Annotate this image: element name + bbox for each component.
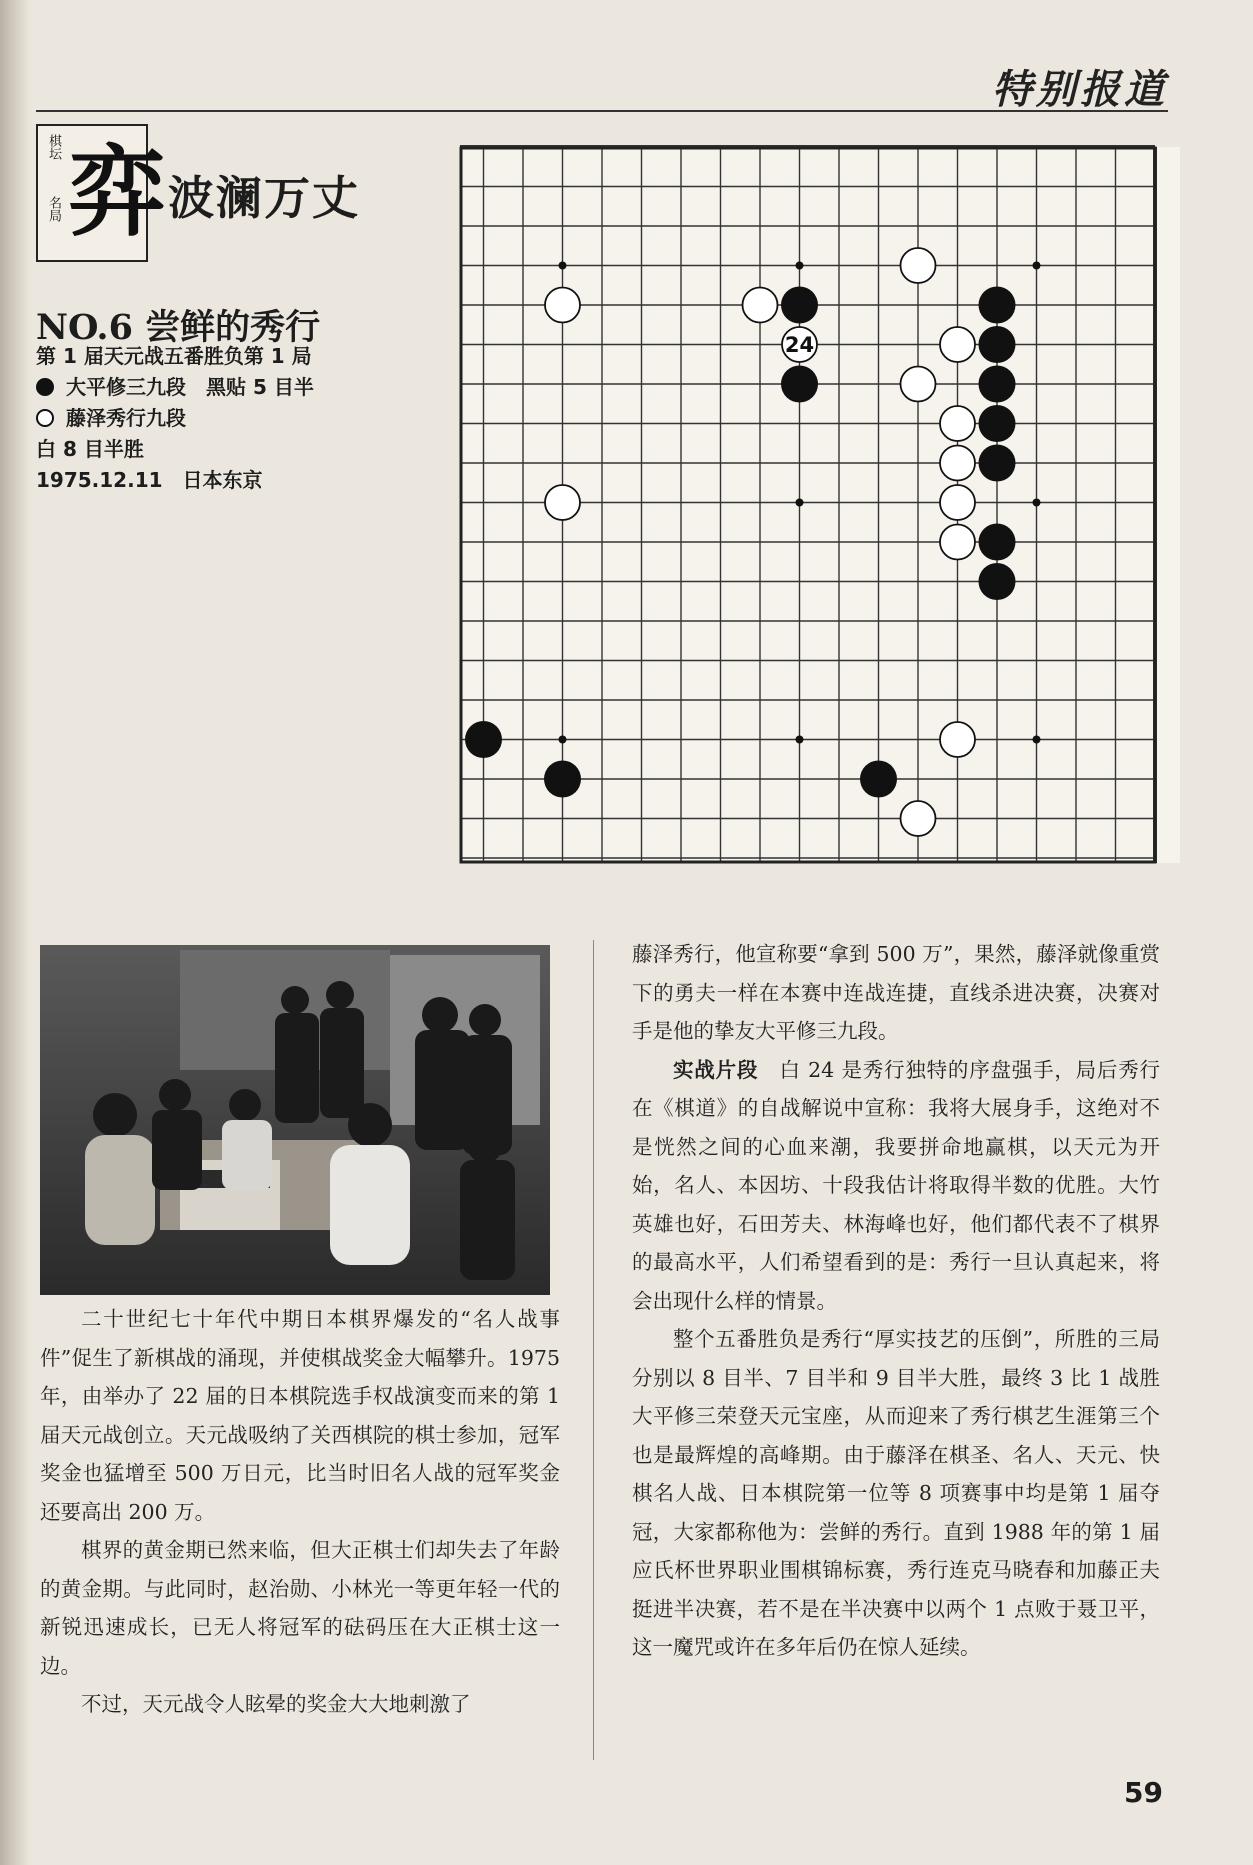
black-stone [979, 405, 1016, 442]
white-stone [940, 327, 975, 362]
subheading-lead: 实战片段 [673, 1057, 759, 1082]
game-event: 第 1 届天元战五番胜负第 1 局 [36, 344, 312, 368]
black-stone [781, 366, 818, 403]
move-number-label: 24 [784, 333, 815, 357]
game-date-place: 1975.12.11 日本东京 [36, 468, 263, 492]
column-title: 波澜万丈 [168, 171, 360, 225]
star-point [796, 499, 804, 507]
page-number: 59 [1124, 1776, 1163, 1809]
white-stone [940, 446, 975, 481]
black-stone [979, 326, 1016, 363]
logo-side-text-2: 名局 [46, 196, 61, 222]
star-point [1033, 736, 1041, 744]
article-left-column [40, 1300, 560, 1724]
page-spine-shadow [0, 0, 30, 1865]
white-stone [545, 288, 580, 323]
star-point [796, 736, 804, 744]
article-right-column [632, 935, 1160, 1667]
white-player [36, 402, 186, 431]
black-stone [979, 524, 1016, 561]
black-stone [979, 445, 1016, 482]
star-point [796, 262, 804, 270]
white-player-text: 藤泽秀行九段 [66, 406, 186, 430]
game-title: NO.6 尝鲜的秀行 [36, 307, 321, 348]
star-point [559, 262, 567, 270]
black-stone-icon [36, 378, 54, 396]
paragraph: 整个五番胜负是秀行“厚实技艺的压倒”，所胜的三局分别以 8 目半、7 目半和 9 目半大胜，最终 3 比 1 战胜大平修三荣登天元宝座，从而迎来了秀行棋艺生涯第三个也是最辉煌的高峰期。由于藤泽在棋圣、名人、天元、快棋名人战、日本棋院第一位等 8 项赛事中均是第 1 届夺冠，大家都称他为：尝鲜的秀行。直到 1988 年的第 1 届应氏杯世界职业围棋锦标赛，秀行连克马晓春和加藤正夫挺进半决赛，若不是在半决赛中以两个 1 点败于聂卫平，这一魔咒或许在多年后仍在惊人延续。 [632, 1327, 1160, 1659]
column-logo [36, 124, 167, 262]
paragraph: 藤泽秀行，他宣称要“拿到 500 万”，果然，藤泽就像重赏下的勇夫一样在本赛中连战连捷，直线杀进决赛，决赛对手是他的挚友大平修三九段。 [632, 942, 1160, 1043]
paragraph: 不过，天元战令人眩晕的奖金大大地刺激了 [81, 1692, 471, 1716]
paragraph-text: 白 24 是秀行独特的序盘强手，局后秀行在《棋道》的自战解说中宣称：我将大展身手，这绝对不是恍然之间的心血来潮，我要拼命地赢棋，以天元为开始，名人、本因坊、十段我估计将取得半数的优胜。大竹英雄也好，石田芳夫、林海峰也好，他们都代表不了棋界的最高水平，人们希望看到的是：秀行一旦认真起来，将会出现什么样的情景。 [632, 1057, 1161, 1313]
white-stone [940, 525, 975, 560]
black-stone [860, 761, 897, 798]
game-result: 白 8 目半胜 [36, 437, 144, 461]
column-divider [593, 940, 594, 1760]
match-photo [40, 945, 550, 1295]
logo-side-text-1: 棋坛 [46, 134, 61, 160]
white-stone [940, 722, 975, 757]
white-stone [901, 801, 936, 836]
white-stone [940, 485, 975, 520]
white-stone [901, 367, 936, 402]
white-stone-icon [36, 409, 54, 427]
star-point [1033, 499, 1041, 507]
paragraph: 棋界的黄金期已然来临，但大正棋士们却失去了年龄的黄金期。与此同时，赵治勋、小林光一等更年轻一代的新锐迅速成长，已无人将冠军的砝码压在大正棋士这一边。 [40, 1538, 560, 1678]
black-stone [781, 287, 818, 324]
black-stone [979, 366, 1016, 403]
header-rule [36, 110, 1168, 112]
star-point [1033, 262, 1041, 270]
logo-calligraphy: 弈 [68, 135, 167, 250]
black-stone [979, 563, 1016, 600]
white-stone [901, 248, 936, 283]
white-stone [743, 288, 778, 323]
go-board-diagram [460, 147, 1180, 863]
section-header: 特别报道 [992, 66, 1168, 113]
paragraph: 二十世纪七十年代中期日本棋界爆发的“名人战事件”促生了新棋战的涌现，并使棋战奖金大幅攀升。1975 年，由举办了 22 届的日本棋院选手权战演变而来的第 1 届天元战创立。天元战吸纳了关西棋院的棋士参加，冠军奖金也猛增至 500 万日元，比当时旧名人战的冠军奖金还要高出 200 万。 [40, 1307, 560, 1524]
black-stone [465, 721, 502, 758]
white-stone [545, 485, 580, 520]
black-stone [544, 761, 581, 798]
white-stone [940, 406, 975, 441]
star-point [559, 736, 567, 744]
black-player-text: 大平修三九段 黑贴 5 目半 [66, 375, 314, 399]
black-player [36, 371, 314, 400]
paragraph [632, 1051, 1160, 1321]
black-stone [979, 287, 1016, 324]
